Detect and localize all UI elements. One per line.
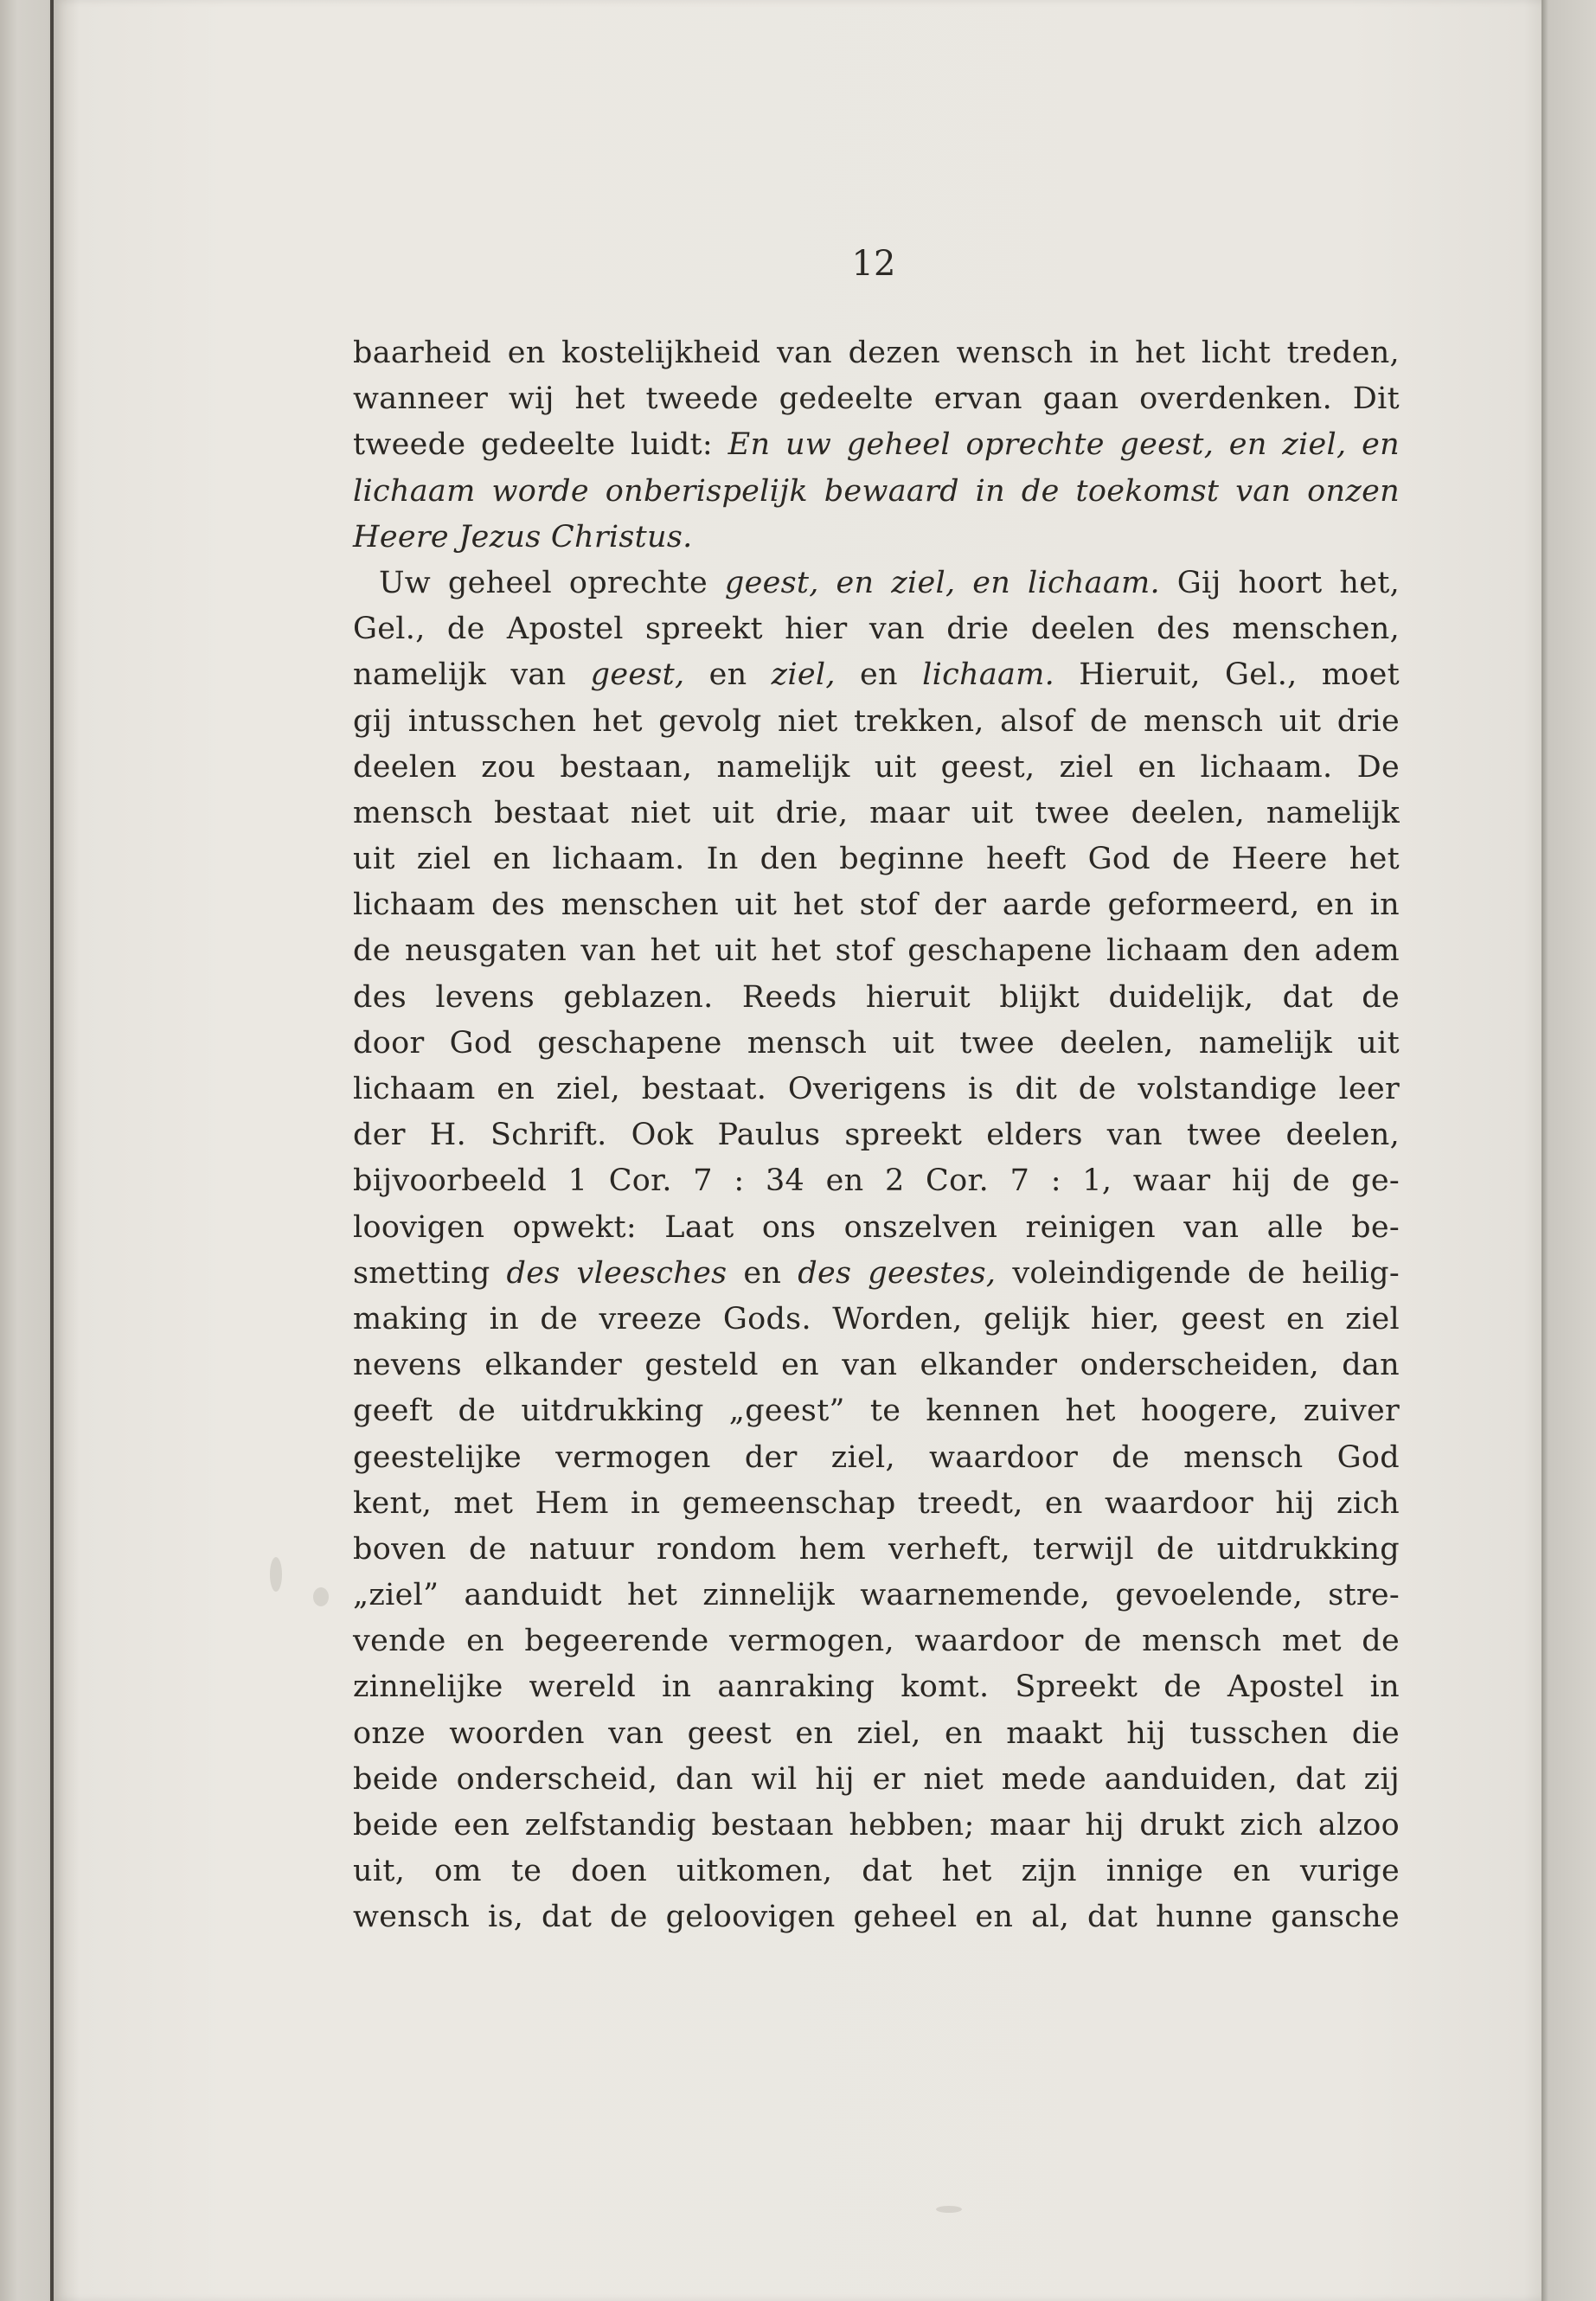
binding-edge xyxy=(0,0,54,2301)
page-smudge xyxy=(270,1557,282,1592)
text-line xyxy=(353,1067,1400,1112)
text-line xyxy=(353,1894,1400,1940)
text-segment: kent, met Hem in gemeenschap treedt, en waardoor hij zich xyxy=(353,1485,1400,1521)
text-segment: voleindigende de heilig- xyxy=(996,1255,1400,1291)
text-line xyxy=(353,1664,1400,1710)
text-segment: lichaam en ziel, bestaat. Overigens is dit de volstandige leer xyxy=(353,1072,1400,1106)
text-line xyxy=(353,745,1400,791)
text-segment: geeft de uitdrukking „geest” te kennen het hoogere, zuiver xyxy=(353,1394,1400,1429)
text-line xyxy=(353,1849,1400,1894)
text-segment: onze woorden van geest en ziel, en maakt hij tusschen die xyxy=(353,1715,1400,1751)
text-line xyxy=(353,1618,1400,1664)
text-line xyxy=(353,791,1400,836)
text-line xyxy=(353,1803,1400,1849)
text-segment: Hieruit, Gel., moet xyxy=(1054,657,1400,693)
text-line xyxy=(353,561,1400,606)
italic-text-segment: geest, xyxy=(590,657,685,693)
text-segment: mensch bestaat niet uit drie, maar uit twee deelen, namelijk xyxy=(353,795,1400,830)
body-text xyxy=(353,330,1400,1941)
text-segment: beide een zelfstandig bestaan hebben; maar hij drukt zich alzoo xyxy=(353,1808,1400,1843)
text-line xyxy=(353,1388,1400,1434)
text-line xyxy=(353,1297,1400,1343)
italic-text-segment: des vleesches xyxy=(506,1255,727,1291)
italic-text-segment: geest, en ziel, en lichaam. xyxy=(724,565,1160,600)
page-smudge xyxy=(936,2206,962,2213)
text-line xyxy=(353,1021,1400,1067)
text-segment: der H. Schrift. Ook Paulus spreekt elders van twee deelen, xyxy=(353,1118,1400,1153)
text-segment: geestelijke vermogen der ziel, waardoor de mensch God xyxy=(353,1439,1400,1475)
text-segment: nevens elkander gesteld en van elkander onderscheiden, dan xyxy=(353,1348,1400,1383)
text-segment: boven de natuur rondom hem verheft, terwijl de uitdrukking xyxy=(353,1531,1400,1567)
italic-text-segment: lichaam worde onberispelijk bewaard in de toekomst van onzen xyxy=(353,473,1400,509)
italic-text-segment: Heere Jezus Christus. xyxy=(353,519,693,554)
italic-text-segment: lichaam. xyxy=(922,657,1055,693)
text-line xyxy=(353,836,1400,882)
text-segment: uit ziel en lichaam. In den beginne heeft God de Heere het xyxy=(353,842,1400,877)
text-segment: wanneer wij het tweede gedeelte ervan gaan overdenken. Dit xyxy=(353,381,1400,417)
italic-text-segment: des geestes, xyxy=(798,1255,997,1291)
page-number: 12 xyxy=(851,244,896,284)
text-line xyxy=(353,376,1400,422)
text-line xyxy=(353,1481,1400,1527)
page-smudge xyxy=(313,1587,329,1606)
text-line xyxy=(353,1343,1400,1388)
right-page-edge xyxy=(1542,0,1596,2301)
text-segment: „ziel” aanduidt het zinnelijk waarnemende, gevoelende, stre- xyxy=(353,1578,1400,1613)
text-segment: baarheid en kostelijkheid van dezen wensch in het licht treden, xyxy=(353,336,1400,370)
text-line xyxy=(353,606,1400,652)
text-segment: smetting xyxy=(353,1255,507,1291)
text-segment: Gij hoort het, xyxy=(1159,565,1401,600)
text-line xyxy=(353,1158,1400,1204)
text-line xyxy=(353,882,1400,928)
text-segment: uit, om te doen uitkomen, dat het zijn innige en vurige xyxy=(353,1854,1400,1889)
text-segment: zinnelijke wereld in aanraking komt. Spreekt de Apostel in xyxy=(353,1670,1400,1705)
text-segment: Gel., de Apostel spreekt hier van drie deelen des menschen, xyxy=(353,612,1400,647)
text-line xyxy=(353,975,1400,1021)
text-line xyxy=(353,928,1400,974)
text-segment: en xyxy=(727,1255,798,1291)
text-line xyxy=(353,699,1400,745)
text-segment: beide onderscheid, dan wil hij er niet mede aanduiden, dat zij xyxy=(353,1761,1400,1797)
text-segment: bijvoorbeeld 1 Cor. 7 : 34 en 2 Cor. 7 : 1, waar hij de ge- xyxy=(353,1163,1400,1199)
text-line xyxy=(353,1112,1400,1158)
text-segment: door God geschapene mensch uit twee deelen, namelijk uit xyxy=(353,1025,1400,1061)
text-line xyxy=(353,422,1400,468)
text-line xyxy=(353,515,1400,561)
text-segment: vende en begeerende vermogen, waardoor de mensch met de xyxy=(353,1624,1400,1659)
text-segment: tweede gedeelte luidt: xyxy=(353,427,728,463)
text-segment: namelijk van xyxy=(353,657,591,693)
text-line xyxy=(353,1573,1400,1618)
text-segment: en xyxy=(684,657,772,693)
text-segment: loovigen opwekt: Laat ons onszelven reinigen van alle be- xyxy=(353,1209,1400,1245)
text-segment: making in de vreeze Gods. Worden, gelijk hier, geest en ziel xyxy=(353,1301,1400,1336)
text-line xyxy=(353,1527,1400,1573)
text-segment: wensch is, dat de geloovigen geheel en al, dat hunne gansche xyxy=(353,1900,1400,1935)
text-line xyxy=(353,330,1400,376)
text-line xyxy=(353,1435,1400,1481)
text-segment: en xyxy=(835,657,923,693)
text-line xyxy=(353,1757,1400,1803)
text-segment: deelen zou bestaan, namelijk uit geest, ziel en lichaam. De xyxy=(353,749,1400,785)
text-line xyxy=(353,652,1400,698)
text-segment: gij intusschen het gevolg niet trekken, alsof de mensch uit drie xyxy=(353,703,1400,739)
text-line xyxy=(353,1205,1400,1251)
text-line xyxy=(353,1251,1400,1297)
italic-text-segment: En uw geheel oprechte geest, en ziel, en xyxy=(727,427,1400,463)
text-segment: des levens geblazen. Reeds hieruit blijkt duidelijk, dat de xyxy=(353,979,1400,1015)
text-line xyxy=(353,1711,1400,1757)
text-segment: Uw geheel oprechte xyxy=(379,565,725,600)
text-line xyxy=(353,469,1400,515)
text-segment: de neusgaten van het uit het stof geschapene lichaam den adem xyxy=(353,933,1400,969)
text-segment: lichaam des menschen uit het stof der aarde geformeerd, en in xyxy=(353,888,1400,923)
italic-text-segment: ziel, xyxy=(771,657,836,693)
